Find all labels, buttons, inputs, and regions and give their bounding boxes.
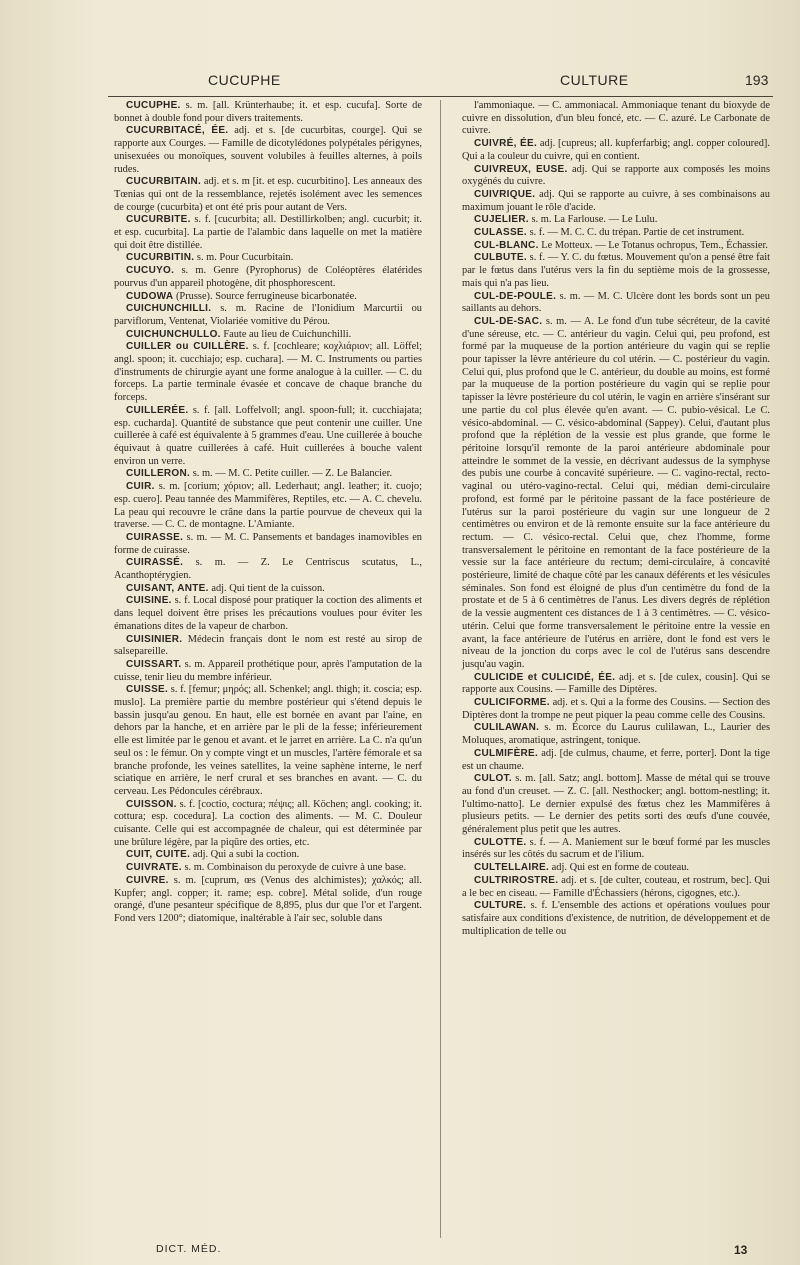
dictionary-entry [462,214,770,227]
entry-definition: s. f. [all. Loffelvoll; angl. spoon-full; it. cucchiajata; esp. cucharda]. Quantité de substance que peut contenir une cuiller. Une cuillerée à café est équivalente à 5 grammes d'eau. Une cuillerée à bouche équivaut à quatre cuillerées à café. Huit cuillerées à bouche valent environ un verre. [114,404,422,467]
dictionary-entry [114,405,422,469]
dictionary-entry [462,697,770,722]
entry-headword: CUIR. [126,481,155,493]
entry-headword: CUILLERON. [126,468,191,480]
entry-definition: s. m. La Farlouse. — Le Lulu. [528,214,658,226]
dictionary-entry [114,214,422,252]
header-left-word: CUCUPHE [208,72,281,88]
entry-headword: CUISSART. [126,658,182,670]
entry-definition: s. m. — M. C. Ulcère dont les bords sont un peu saillants au dehors. [462,290,770,315]
dictionary-entry [114,291,422,304]
entry-definition: (Prusse). Source ferrugineuse bicarbonatée. [173,290,357,302]
entry-headword: CUL-DE-SAC. [474,315,543,327]
dictionary-entry [462,138,770,163]
entry-headword: CUL-DE-POULE. [474,290,557,302]
entry-headword: CULTURE. [474,900,527,912]
entry-definition: s. m. Pour Cucurbitain. [194,252,294,264]
page-number: 193 [745,72,769,88]
dictionary-entry [114,100,422,125]
entry-definition: adj. et s. [de culex, cousin]. Qui se rapporte aux Cousins. — Famille des Diptères. [462,671,770,696]
entry-headword: CUISINIER. [126,633,183,645]
entry-definition: s. f. L'ensemble des actions et opérations voulues pour satisfaire aux conditions d'existence, de nutrition, de développement et de multiplication de telle ou [462,900,770,937]
dictionary-entry [462,291,770,316]
entry-definition: s. m. Combinaison du peroxyde de cuivre à une base. [181,862,407,874]
entry-headword: CULTRIROSTRE. [474,874,559,886]
entry-definition: s. m. Écorce du Laurus culilawan, L., Laurier des Moluques, aromatique, astringent, tonique. [462,722,770,747]
dictionary-entry [462,773,770,837]
dictionary-entry [462,837,770,862]
entry-definition: Médecin français dont le nom est resté au sirop de salsepareille. [114,633,422,658]
dictionary-entry [114,849,422,862]
entry-definition: s. f. [cucurbita; all. Destillirkolben; angl. cucurbit; it. et esp. cucurbita]. La partie de l'alambic dans laquelle on met la matière qui doit être distillée. [114,214,422,251]
entry-headword: CUISSE. [126,684,169,696]
dictionary-entry [462,875,770,900]
entry-definition: s. f. [femur; μηρός; all. Schenkel; angl. thigh; it. coscia; esp. muslo]. La première partie du membre postérieur qui s'étend depuis le bassin jusqu'au genou. En haut, elle est bornée en avant par l'aine, en dehors par la hanche, et en arrière par le pli de la fesse; inférieurement elle est limitée par le genou et avant. et le jarret en arrière. La C. n'a qu'un seul os : le fémur. On y compte vingt et un muscles, l'artère fémorale et sa branche profonde, les veines satellites, la veine saphène interne, le nerf sciatique en arrière, le nerf crural et ses branches en avant. — C. du cerveau. Les Pédoncules cérébraux. [114,684,422,797]
entry-definition: s. f. Local disposé pour pratiquer la coction des aliments et dans lequel doivent être prises les précautions voulues pour éviter les émanations dites de la vapeur de charbon. [114,595,422,632]
dictionary-entry [114,862,422,875]
dictionary-entry [114,329,422,342]
entry-headword: CUISINE. [126,595,172,607]
entry-headword: CUICHUNCHILLI. [126,303,212,315]
entry-headword: CUCUPHE. [126,100,181,111]
dictionary-entry [462,240,770,253]
dictionary-entry [114,684,422,798]
dictionary-entry [462,189,770,214]
dictionary-entry [114,875,422,926]
dictionary-entry [462,164,770,189]
entry-headword: CUISANT, ANTE. [126,582,209,594]
dictionary-entry [462,748,770,773]
entry-headword: CUIVRE. [126,874,169,886]
entry-headword: CUCUYO. [126,265,175,277]
dictionary-entry [114,595,422,633]
dictionary-entry [462,227,770,240]
column-divider [440,100,441,1238]
dictionary-entry [114,532,422,557]
dictionary-entry [462,672,770,697]
dictionary-entry [114,634,422,659]
entry-definition: s. m. Genre (Pyrophorus) de Coléoptères élatérides pourvus d'un appareil photogène, dit phosphorescent. [114,265,422,289]
entry-headword: CUICHUNCHULLO. [126,328,221,340]
entry-headword: CUILLER ou CUILLÈRE. [126,341,249,353]
entry-definition: s. f. [cochleare; κοχλιάριον; all. Löffel; angl. spoon; it. cucchiajo; esp. cuchara]. — M. C. Instruments ou parties d'instruments de chirurgie ayant une forme analogue à la cuiller. — C. du forceps. La partie terminale évasée et concave de chaque branche du forceps. [114,341,422,404]
entry-definition: s. m. Racine de l'Ionidium Marcurtii ou parviflorum, Ventenat, Violariée vomitive du Pérou. [114,303,422,327]
entry-definition: adj. et s. m [it. et esp. cucurbitino]. Les anneaux des Tœnias qui ont de la ressemblance, rejetés isolément avec les semences de courge (cucurbita) et ont été pris pour autant de Vers. [114,176,422,213]
entry-definition: s. m. [all. Satz; angl. bottom]. Masse de métal qui se trouve au fond d'un creuset. — Z. C. [all. Nesthocker; angl. bottom-nestling; it. l'ultimo-natto]. Le dernier expulsé des fœtus chez les Mammifères à plusieurs petits. — Le dernier des petits sorti des œufs d'une couvée, généralement plus petit que les autres. [462,773,770,836]
entry-headword: CUDOWA [126,290,174,302]
entry-headword: CULBUTE. [474,252,527,264]
entry-definition: Faute au lieu de Cuichunchilli. [220,328,352,340]
entry-definition: s. m. — M. C. Petite cuiller. — Z. Le Balancier. [190,468,393,480]
entry-headword: CUCURBITAIN. [126,176,202,188]
entry-definition: adj. et s. [de cucurbitas, courge]. Qui se rapporte aux Courges. — Famille de dicotylédones polypétales périgynes, unisexuées ou monoïques, souvent volubiles à feuilles alternes, à poils rudes. [114,125,422,175]
entry-definition: adj. et s. Qui a la forme des Cousins. — Section des Diptères dont la trompe ne peut piquer la peau comme celle des Cousins. [462,697,770,721]
dictionary-entry [462,900,770,938]
entry-headword: CULMIFÈRE. [474,747,539,759]
entry-headword: CULILAWAN. [474,722,540,734]
entry-definition: adj. [cupreus; all. kupferfarbig; angl. copper coloured]. Qui a la couleur du cuivre, qui en contient. [462,138,770,162]
entry-headword: CUIRASSÉ. [126,557,184,569]
left-column [114,100,422,926]
footer-signature: DICT. MÉD. [156,1243,222,1255]
entry-definition: s. m. [cuprum, œs (Venus des alchimistes); χαλκός; all. Kupfer; angl. copper; it. rame; esp. cobre]. Métal solide, d'un rouge orangé, d'une pesanteur spécifique de 8,895, plus dur que l'or et l'argent. Fond vers 1200°; diatomique, inaltérable à l'air sec, soluble dans [114,874,422,924]
entry-headword: CUIVRIQUE. [474,188,536,200]
dictionary-entry [114,583,422,596]
entry-definition: s. f. — M. C. C. du trépan. Partie de cet instrument. [526,227,745,239]
entry-definition: s. m. Appareil prothétique pour, après l'amputation de la cuisse, tenir lieu du membre inférieur. [114,658,422,683]
dictionary-entry [114,303,422,328]
dictionary-entry [114,799,422,850]
header-rule [108,96,773,97]
dictionary-entry [462,316,770,672]
entry-headword: CUIVRATE. [126,862,182,874]
entry-headword: CUL-BLANC. [474,239,539,251]
entry-definition: adj. Qui est en forme de couteau. [549,862,690,874]
entry-headword: CUJELIER. [474,214,529,226]
entry-definition: s. m. — Z. Le Centriscus scutatus, L., Acanthoptérygien. [114,557,422,582]
dictionary-entry [462,252,770,290]
entry-definition: adj. [de culmus, chaume, et ferre, porter]. Dont la tige est un chaume. [462,747,770,772]
dictionary-entry [114,659,422,684]
entry-definition: Le Motteux. — Le Totanus ochropus, Tem., Échassier. [538,239,768,251]
entry-headword: CUILLERÉE. [126,404,189,416]
entry-headword: CUCURBITIN. [126,252,195,264]
dictionary-entry [114,481,422,532]
right-column [462,100,770,938]
entry-headword: CUISSON. [126,798,177,810]
entry-definition: l'ammoniaque. — C. ammoniacal. Ammoniaque tenant du bioxyde de cuivre en dissolution, d'un bleu foncé, etc. — C. azuré. Le Carbonate de cuivre. [462,100,770,137]
dictionary-entry [114,252,422,265]
running-header [0,72,800,96]
entry-definition: s. m. [all. Krünterhaube; it. et esp. cucufa]. Sorte de bonnet à double fond pour divers traitements. [114,100,422,124]
entry-headword: CUIVREUX, EUSE. [474,163,568,175]
dictionary-entry [114,265,422,290]
entry-headword: CUCURBITE. [126,214,191,226]
entry-definition: s. f. — A. Maniement sur le bœuf formé par les muscles insérés sur les côtés du sacrum et de l'ilium. [462,836,770,861]
footer-sheet-number: 13 [734,1243,748,1257]
entry-headword: CULOT. [474,773,512,785]
dictionary-entry [114,125,422,176]
dictionary-entry [114,176,422,214]
entry-headword: CULTELLAIRE. [474,862,550,874]
entry-headword: CUIT, CUITE. [126,849,191,861]
dictionary-entry [114,468,422,481]
dictionary-entry [462,100,770,138]
header-right-word: CULTURE [560,72,629,88]
entry-definition: s. f. — Y. C. du fœtus. Mouvement qu'on a pensé être fait par le fœtus dans l'utérus vers la fin du septième mois de la grossesse, mais qui n'a pas lieu. [462,252,770,289]
entry-definition: adj. et s. [de culter, couteau, et rostrum, bec]. Qui a le bec en ciseau. — Famille d'Échassiers (hérons, cigognes, etc.). [462,874,770,899]
entry-definition: s. m. — M. C. Pansements et bandages inamovibles en forme de cuirasse. [114,531,422,556]
entry-headword: CULASSE. [474,227,527,239]
entry-definition: adj. Qui se rapporte au cuivre, à ses combinaisons au maximum jouant le rôle d'acide. [462,188,770,213]
dictionary-entry [462,722,770,747]
entry-headword: CUIRASSE. [126,531,184,543]
entry-definition: adj. Qui a subi la coction. [190,849,300,861]
entry-headword: CULOTTE. [474,836,527,848]
entry-definition: s. m. [corium; χόριον; all. Lederhaut; angl. leather; it. cuojo; esp. cuero]. Peau tannée des Mammifères, Reptiles, etc. — A. C. chevelu. La peau qui recouvre le crâne dans la partie pourvue de cheveux qui la traverse. — C. C. de montagne. L'Amiante. [114,481,422,531]
entry-definition: adj. Qui se rapporte aux composés les moins oxygénés du cuivre. [462,163,770,188]
entry-headword: CUIVRÉ, ÉE. [474,138,538,150]
entry-definition: s. f. [coctio, coctura; πέψις; all. Köchen; angl. cooking; it. cottura; esp. cocedura]. La coction des aliments. — M. C. Douleur cuisante. Celle qui est accompagnée de chaleur, qui est déterminée par une brûlure légère, par la piqûre des orties, etc. [114,798,422,848]
dictionary-entry [114,557,422,582]
entry-headword: CULICIDE et CULICIDÉ, ÉE. [474,671,616,683]
entry-headword: CULICIFORME. [474,697,550,709]
entry-definition: s. m. — A. Le fond d'un tube sécréteur, de la cavité d'une séreuse, etc. — C. antérieur du vagin. Celui qui, peu profond, est formé par la muqueuse de la portion antérieure du vagin qui se replie pour tapisser la lèvre antérieure du col utérin. — C. postérieur du vagin. Celui qui, plus profond que le C. antérieur, du double au moins, est formé par la muqueuse de la portion postérieure du vagin qui se replie pour tapisser la lèvre postérieure du col utérin, le vagin en arrière s'insérant sur une partie du col plus élevée qu'en avant. — C. pubio-vésical. Le C. vésico-abdominal. — C. vésico-abdominal (Sappey). Celui, d'autant plus profond que la réplétion de la vessie est plus grande, que forme le péritoine lorsqu'il remonte de la paroi antérieure abdominale pour atteindre le sommet de la vessie, en décrivant audessus de la symphyse des pubis une courbe à concavité supérieure. — C. vagino-rectal, recto-vaginal ou utéro-vagino-rectal. Celui qui, médian demi-circulaire profond, est formé par le péritoine passant de la face postérieure de l'utérus sur la paroi postérieure du vagin sur une longueur de 2 centimètres ou environ et de là remonte ensuite sur la face antérieure du rectum. — C. vésico-rectal. Celui que, chez l'homme, forme transversalement le péritoine en remontant de la face postérieure de la vessie sur la face antérieure du rectum; demi-circulaire, à concavité postérieure, limité de chaque côté par les canaux déférents et les vésicules séminales. Son fond est éloigné de plus d'un centimètre du fond de la prostate et de 5 à 6 centimètres de l'anus. Les divers degrés de réplétion de la vessie augmentent ces distances de 1 à 3 centimètres. — C. vésico-utérin. Celui que forme transversalement le péritoine entre la vessie en avant, la face antérieure de l'utérus en arrière, dont le fond est vers le niveau de la jonction du corps avec le col de l'utérus sans descendre jusqu'au vagin. [462,315,770,670]
dictionary-entry [114,341,422,405]
entry-definition: adj. Qui tient de la cuisson. [208,582,325,594]
dictionary-entry [462,862,770,875]
entry-headword: CUCURBITACÉ, ÉE. [126,125,229,137]
